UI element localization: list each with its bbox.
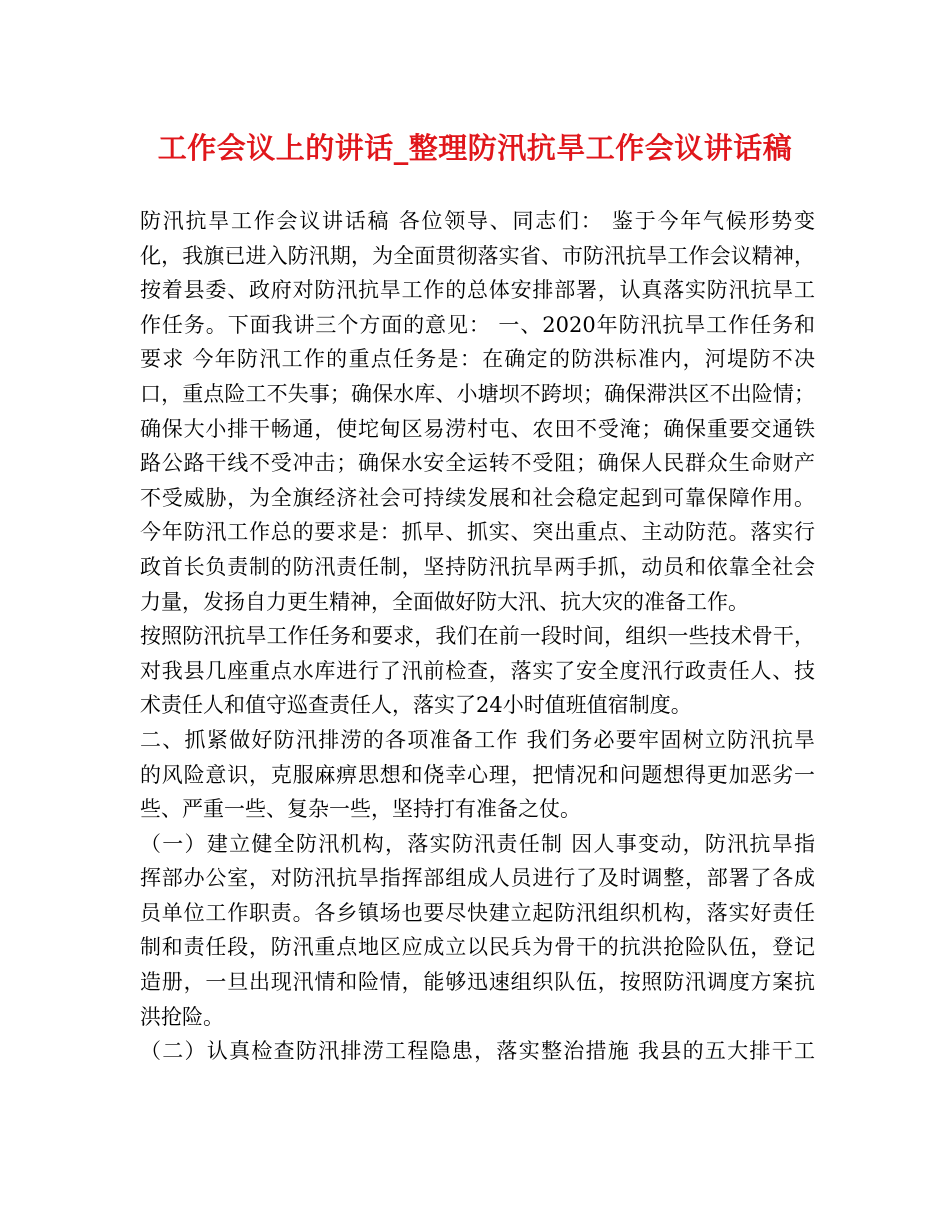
- body-line: 作任务。下面我讲三个方面的意见： 一、2020年防汛抗旱工作任务和: [140, 312, 815, 337]
- body-line: 员单位工作职责。各乡镇场也要尽快建立起防汛组织机构，落实好责任: [140, 900, 815, 925]
- document-body: [140, 204, 815, 1069]
- body-line: 按照防汛抗旱工作任务和要求，我们在前一段时间，组织一些技术骨干，: [140, 624, 815, 649]
- body-line: 术责任人和值守巡查责任人，落实了24小时值班值宿制度。: [140, 693, 692, 718]
- body-line: 对我县几座重点水库进行了汛前检查，落实了安全度汛行政责任人、技: [140, 658, 815, 683]
- body-line: 按着县委、政府对防汛抗旱工作的总体安排部署，认真落实防汛抗旱工: [140, 278, 815, 303]
- body-line: 二、抓紧做好防汛排涝的各项准备工作 我们务必要牢固树立防汛抗旱: [140, 727, 815, 752]
- body-line: （二）认真检查防汛排涝工程隐患，落实整治措施 我县的五大排干工: [140, 1039, 815, 1064]
- body-line: 政首长负责制的防汛责任制，坚持防汛抗旱两手抓，动员和依靠全社会: [140, 554, 815, 579]
- body-line: 造册，一旦出现汛情和险情，能够迅速组织队伍，按照防汛调度方案抗: [140, 970, 815, 995]
- body-line: 要求 今年防汛工作的重点任务是：在确定的防洪标准内，河堤防不决: [140, 347, 815, 372]
- body-line: 确保大小排干畅通，使坨甸区易涝村屯、农田不受淹；确保重要交通铁: [140, 416, 815, 441]
- body-line: 防汛抗旱工作会议讲话稿 各位领导、同志们： 鉴于今年气候形势变: [140, 209, 815, 233]
- body-line: 力量，发扬自力更生精神，全面做好防大汛、抗大灾的准备工作。: [140, 589, 749, 614]
- body-line: 不受威胁，为全旗经济社会可持续发展和社会稳定起到可靠保障作用。: [140, 485, 815, 510]
- body-line: 的风险意识，克服麻痹思想和侥幸心理，把情况和问题想得更加恶劣一: [140, 762, 815, 787]
- body-line: 路公路干线不受冲击；确保水安全运转不受阻；确保人民群众生命财产: [140, 451, 815, 476]
- body-line: 今年防汛工作总的要求是：抓早、抓实、突出重点、主动防范。落实行: [140, 520, 815, 545]
- document-title: 工作会议上的讲话_整理防汛抗旱工作会议讲话稿: [157, 131, 793, 165]
- body-line: （一）建立健全防汛机构，落实防汛责任制 因人事变动，防汛抗旱指: [140, 831, 815, 856]
- body-line: 些、严重一些、复杂一些，坚持打有准备之仗。: [140, 797, 581, 822]
- body-line: 洪抢险。: [140, 1004, 224, 1029]
- body-line: 挥部办公室，对防汛抗旱指挥部组成人员进行了及时调整，部署了各成: [140, 866, 815, 891]
- body-line: 制和责任段，防汛重点地区应成立以民兵为骨干的抗洪抢险队伍，登记: [140, 935, 815, 960]
- body-line: 化，我旗已进入防汛期，为全面贯彻落实省、市防汛抗旱工作会议精神，: [140, 243, 815, 268]
- body-line: 口，重点险工不失事；确保水库、小塘坝不跨坝；确保滞洪区不出险情；: [140, 381, 815, 406]
